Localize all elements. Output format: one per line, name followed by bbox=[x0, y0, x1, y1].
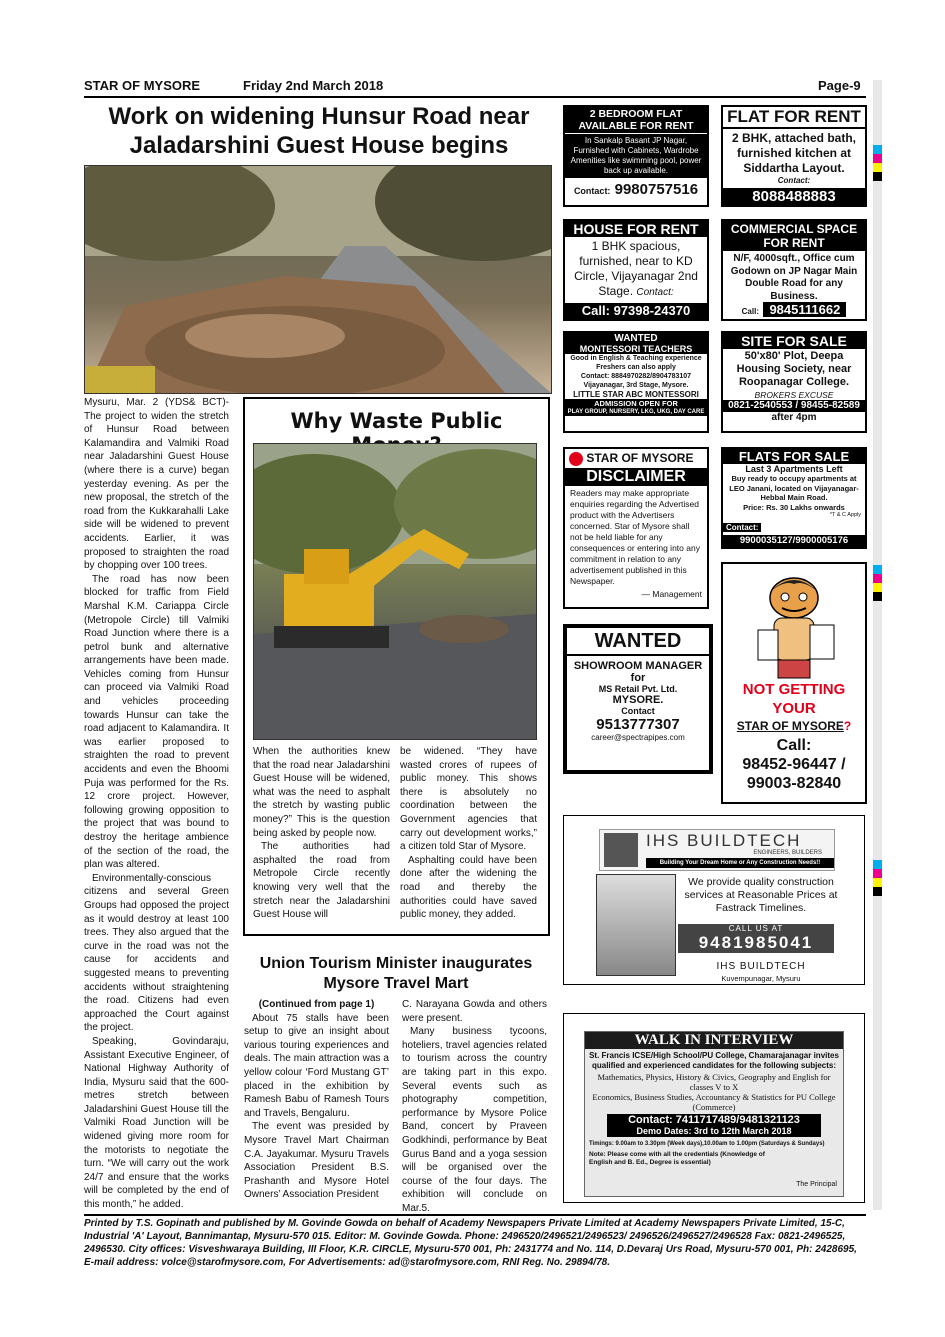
masthead-name: STAR OF MYSORE bbox=[84, 78, 201, 93]
disclaimer-body: Readers may make appropriate enquiries regarding the Advertised product with the Advertisers concerned. Star of Mysore shall not be held liable for any consequences or entering into any commitment in relation to any advertisement published in this Newspaper. bbox=[570, 487, 700, 586]
ad-title: IHS BUILDTECH bbox=[646, 831, 802, 850]
ad-title: FLAT FOR RENT bbox=[723, 107, 865, 129]
ad-contact-label: Contact: bbox=[723, 523, 761, 532]
ad-disclaimer bbox=[563, 447, 709, 609]
ad-phone-label: Call: bbox=[741, 307, 759, 316]
ad-phone: 9481985041 bbox=[698, 933, 814, 952]
ad-line: ADMISSION OPEN FOR bbox=[565, 399, 707, 408]
ad-title: WALK IN INTERVIEW bbox=[585, 1032, 843, 1049]
ad-call-label: Call: bbox=[776, 737, 812, 754]
ad-contact-label: Contact bbox=[621, 706, 655, 716]
road-photo bbox=[84, 165, 552, 394]
ad-subtitle: ENGINEERS, BUILDERS bbox=[753, 850, 822, 856]
ad-line: LITTLE STAR ABC MONTESSORI bbox=[573, 390, 699, 399]
ad-ihs-buildtech bbox=[563, 815, 865, 985]
imprint-footer: Printed by T.S. Gopinath and published by M. Govinde Gowda on behalf of Academy Newspapers Private Limited at Academy Newspapers Private Limited, 15-C, Industrial 'A' Layout, Bannimantap, Mysuru-570 015. Editor: M. Govinde Gowda. Phone: 2496520/2496521/2496523/ 2496526/2496527/2496528 Fax: 0821-2496525, 2496530. City offices: Visveshwaraya Building, III Floor, K.R. CIRCLE, Mysuru-570 001, Ph: 2431774 and No. 114, D.Devaraj Urs Road, Mysuru-570 001, Ph: 2428695, E-mail address: volce@starofmysore.com, For Advertisements: ad@starofmysore.com, RNI Reg. No. 29894/78. bbox=[84, 1218, 857, 1268]
color-bar-mid bbox=[873, 565, 882, 601]
ad-phone: Contact: 8884970282/8904783107 bbox=[580, 373, 692, 380]
ad-2bhk-flat bbox=[563, 105, 709, 207]
why-col-2 bbox=[400, 745, 537, 922]
lead-headline: Work on widening Hunsur Road near Jaladarshini Guest House begins bbox=[108, 103, 530, 159]
ad-title: HOUSE FOR RENT bbox=[565, 221, 707, 237]
ad-phone: 9900035127/9900005176 bbox=[723, 535, 865, 547]
brand-name: STAR OF MYSORE bbox=[586, 451, 694, 465]
tourism-paragraph: About 75 stalls have been setup to give an insight about various touring experiences and deals. The main attraction was a yellow colour ‘Ford Mustang GT’ placed in the exhibition by Ramesh Babu of Ramesh Tours and Travels, Bengaluru. bbox=[244, 1012, 389, 1119]
ad-note: after 4pm bbox=[771, 412, 817, 423]
color-bar-top bbox=[873, 145, 882, 181]
why-paragraph: be widened. “They have wasted crores of rupees of public money. This shows there is absolutely no coordination between the Government agencies that carry out development works,” a citizen told Star of Mysore. bbox=[400, 746, 537, 853]
ad-subtitle: MONTESSORI TEACHERS bbox=[565, 344, 707, 354]
footer-rule bbox=[84, 1214, 866, 1216]
cartoon-figure-icon bbox=[744, 570, 844, 680]
tourism-col-2 bbox=[402, 998, 547, 1216]
ad-wanted-manager bbox=[563, 624, 713, 774]
lead-paragraph: Environmentally-conscious citizens and several Green Groups had opposed the project as it would destroy at least 100 trees. They also argued that the curve in the road was not the cause for accidents and suggested means to preventing accidents without straightening the road. Citizens had even approached the Court against the project. bbox=[84, 872, 229, 1034]
ad-line: YOUR bbox=[772, 700, 816, 717]
ad-montessori bbox=[563, 331, 709, 433]
ad-phone: 0821-2540553 / 98455-82589 bbox=[723, 400, 865, 412]
ad-email: career@spectrapipes.com bbox=[591, 733, 685, 742]
sun-logo-icon bbox=[569, 452, 583, 466]
tourism-paragraph: The event was presided by Mysore Travel Mart Chairman C.A. Jayakumar. Mysuru Travels Association President B.S. Prashanth and Mysore Hotel Owners’ Association President bbox=[244, 1121, 389, 1201]
why-paragraph: Asphalting could have been done after the widening the road and thereby the authorities could have saved public money, they added. bbox=[400, 854, 537, 921]
ad-commercial-space bbox=[721, 219, 867, 321]
ad-phone: 9513777307 bbox=[596, 716, 680, 733]
ad-tagline: Building Your Dream Home or Any Construction Needs!! bbox=[646, 858, 834, 868]
ad-title: WANTED bbox=[567, 628, 709, 656]
lead-paragraph: Mysuru, Mar. 2 (YDS& BCT)- The project to widen the stretch of Hunsur Road between Kalamandira and Valmiki Road near Jaladarshini Guest House (where there is a curve) began yesterday evening. As per the new proposal, the stretch of the road from the Kukkarahalli Lake side will be widened to prevent accidents. Earlier, it was proposed to straighten the road by chopping over 100 trees. bbox=[84, 397, 229, 572]
ad-line: PLAY GROUP, NURSERY, LKG, UKG, DAY CARE bbox=[565, 408, 707, 416]
ad-body: Buy ready to occupy apartments at LEO Janani, located on Vijayanagar-Hebbal Main Road. bbox=[729, 474, 859, 502]
color-bar-low bbox=[873, 860, 882, 896]
brand-name: STAR OF MYSORE bbox=[736, 719, 844, 733]
ad-body: We provide quality construction services at Reasonable Prices at Fastrack Timelines. bbox=[684, 876, 838, 914]
excavator-photo bbox=[253, 443, 537, 740]
ad-price: Price: Rs. 30 Lakhs onwards bbox=[743, 502, 845, 512]
ad-note: Note: Please come with all the credentials (Knowledge of English and B. Ed., Degree is essential) bbox=[589, 1151, 765, 1166]
ad-name: IHS BUILDTECH bbox=[716, 961, 806, 972]
ad-phone: Call: 97398-24370 bbox=[565, 303, 707, 319]
ad-timings: Timings: 9.00am to 3.30pm (Week days),10.00am to 1.00pm (Saturdays & Sundays) bbox=[589, 1141, 825, 1147]
ad-phone: Contact: 7411717489/9481321123 bbox=[607, 1114, 821, 1126]
continued-note: (Continued from page 1) bbox=[258, 999, 375, 1010]
ad-title: 2 BEDROOM FLAT AVAILABLE FOR RENT bbox=[565, 107, 707, 133]
why-paragraph: The authorities had asphalted the road from Metropole Circle recently knowing very well that the stretch near the Jaladarshini Guest House will bbox=[253, 841, 390, 921]
ad-phone: 8088488883 bbox=[723, 188, 865, 205]
header-rule bbox=[84, 96, 866, 98]
ihs-logo-icon bbox=[604, 833, 638, 867]
margin-strip bbox=[873, 80, 882, 1210]
issue-date: Friday 2nd March 2018 bbox=[243, 78, 384, 93]
question-mark: ? bbox=[843, 719, 852, 733]
ad-location: Kuvempunagar, Mysuru bbox=[721, 974, 801, 983]
lead-paragraph: Speaking, Govindaraju, Assistant Executive Engineer, of National Highway Authority of India, Mysuru said that the 600-metres stretch between Jaladarshini Guest House till the Valmiki Road Junction will be widened giving more room for the motorists to negotiate the turn. “We will carry out the work 24/7 and ensure that the works will be completed by the end of this month,” he added. bbox=[84, 1035, 229, 1211]
ad-for: for bbox=[630, 672, 646, 684]
ad-title: SITE FOR SALE bbox=[723, 333, 865, 349]
ad-call-label: CALL US AT bbox=[728, 924, 784, 933]
ad-line: Freshers can also apply bbox=[596, 364, 676, 371]
ad-title: DISCLAIMER bbox=[565, 468, 707, 486]
ad-flats-sale bbox=[721, 447, 867, 549]
ad-line: Vijayanagar, 3rd Stage, Mysore. bbox=[583, 382, 689, 389]
tourism-paragraph: Many business tycoons, hoteliers, travel agencies related to tourism across the country are taking part in this expo. Several events such as photography competition, performance by Mysore Police Band, concert by Praveen Godkhindi, performance by Beat Gurus Band and a yoga session will be organised over the course of the four days. The exhibition will conclude on Mar.5. bbox=[402, 1026, 547, 1214]
ad-note: BROKERS EXCUSE bbox=[754, 390, 834, 400]
ad-contact-label: Contact: bbox=[573, 186, 611, 196]
ad-body: 50'x80' Plot, Deepa Housing Society, near Roopanagar College. bbox=[736, 350, 852, 388]
ad-line: Good in English & Teaching experience bbox=[570, 355, 702, 362]
ad-title: FLATS FOR SALE bbox=[723, 449, 865, 464]
lead-article-text bbox=[84, 396, 229, 1212]
building-photo bbox=[596, 874, 676, 976]
ad-body: In Sankalp Basant JP Nagar, Furnished with Cabinets, Wardrobe Amenities like swimming pool, power back up available. bbox=[565, 134, 707, 178]
why-waste-box bbox=[243, 397, 550, 936]
tourism-headline: Union Tourism Minister inaugurates Mysore Travel Mart bbox=[259, 955, 533, 992]
ad-school: St. Francis ICSE/High School/PU College, Chamarajanagar invites qualified and experienced candidates for the following subjects: bbox=[589, 1051, 839, 1070]
ad-title: COMMERCIAL SPACE FOR RENT bbox=[723, 221, 865, 251]
tourism-paragraph: C. Narayana Gowda and others were present. bbox=[402, 999, 547, 1024]
ad-contact-label: Contact: bbox=[777, 176, 811, 185]
ad-line: NOT GETTING bbox=[742, 681, 846, 698]
ad-not-getting bbox=[721, 562, 867, 804]
ad-dates: Demo Dates: 3rd to 12th March 2018 bbox=[607, 1126, 821, 1137]
why-waste-title: Why Waste Public bbox=[290, 409, 503, 433]
ad-phone: 99003-82840 bbox=[746, 775, 842, 792]
lead-paragraph: The road has now been blocked for traffic from Field Marshal K.M. Cariappa Circle (Metropole Circle) till Valmiki Road Junction where there is a petrol bunk and alternative arrangements have been made. Vehicles coming from Hunsur can proceed via Valmiki Road and vehicles proceeding towards Hunsur can take the road adjacent to Kalamandira. It was earlier proposed to straighten the road to prevent accidents and even the Bhoomi Puja was performed for the Rs. 12 crore project. However, following growing opposition to the project that was bound to destroy the heritage ambience of the section of the road, the plan was altered. bbox=[84, 573, 229, 871]
ad-subjects: Mathematics, Physics, History & Civics, Geography and English for classes V to X bbox=[597, 1072, 831, 1092]
ad-subjects: Economics, Business Studies, Accountancy & Statistics for PU College (Commerce) bbox=[592, 1092, 836, 1112]
ad-role: SHOWROOM MANAGER bbox=[573, 660, 703, 672]
ad-body: N/F, 4000sqft., Office cum Godown on JP Nagar Main Double Road for any Business. bbox=[730, 253, 858, 302]
ad-body: 2 BHK, attached bath, furnished kitchen at Siddartha Layout. bbox=[731, 131, 857, 175]
disclaimer-sign: — Management bbox=[641, 588, 702, 599]
ad-flat-rent bbox=[721, 105, 867, 207]
ad-phone: 98452-96447 / bbox=[742, 756, 846, 773]
ad-phone: 9980757516 bbox=[614, 181, 699, 198]
why-paragraph: When the authorities knew that the road near Jaladarshini Guest House will be widened, what was the need to asphalt the stretch by wasting public money?” This is the question being asked by people now. bbox=[253, 746, 390, 839]
ad-company: MS Retail Pvt. Ltd. bbox=[598, 684, 678, 694]
ad-body: 1 BHK spacious, furnished, near to KD Circle, Vijayanagar 2nd Stage. bbox=[574, 239, 698, 298]
ad-contact-label: Contact: bbox=[636, 287, 674, 298]
ad-walkin-interview bbox=[563, 1013, 865, 1203]
page-number: Page-9 bbox=[818, 78, 861, 93]
ad-terms: *T & C Apply bbox=[829, 511, 861, 518]
ad-phone: 9845111662 bbox=[763, 302, 846, 317]
why-col-1 bbox=[253, 745, 390, 922]
ad-sign: The Principal bbox=[796, 1181, 837, 1188]
ad-site-sale bbox=[721, 331, 867, 433]
ad-city: MYSORE. bbox=[612, 694, 664, 706]
ad-title: WANTED bbox=[565, 333, 707, 344]
ad-line: Last 3 Apartments Left bbox=[745, 464, 843, 474]
tourism-col-1 bbox=[244, 998, 389, 1202]
ad-house-rent bbox=[563, 219, 709, 321]
